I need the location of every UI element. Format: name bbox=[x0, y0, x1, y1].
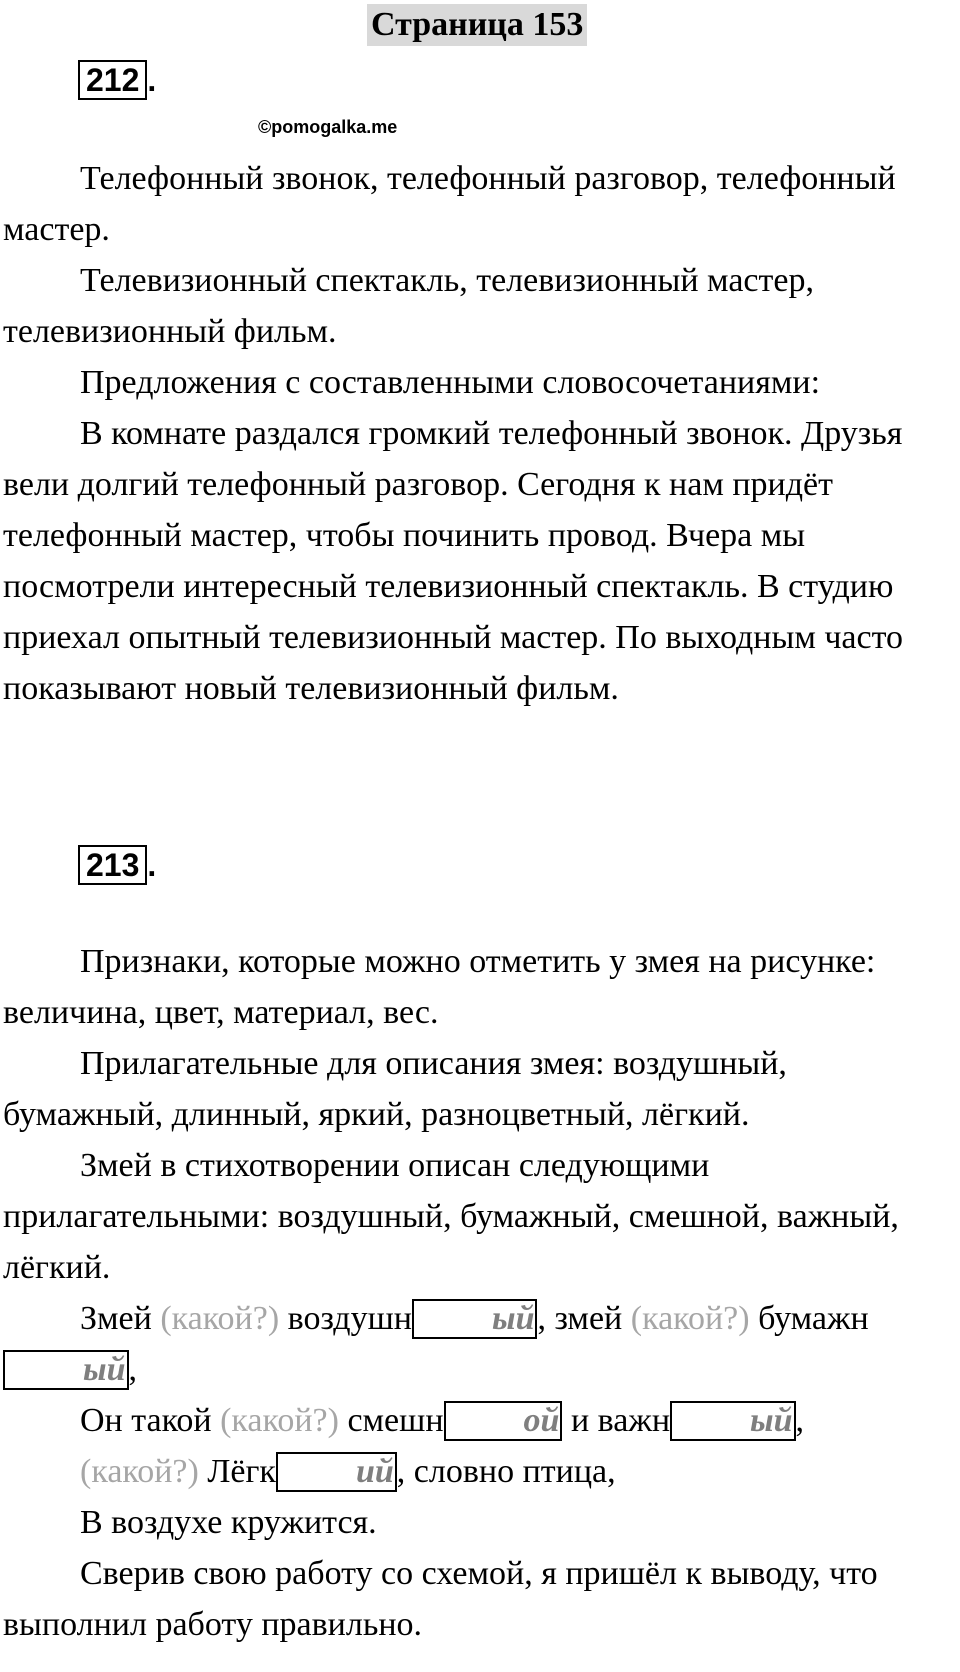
ending-box: ый bbox=[3, 1350, 129, 1390]
question-hint: (какой?) bbox=[220, 1402, 339, 1439]
conclusion-paragraph: Сверив свою работу со схемой, я пришёл к выводу, что выполнил работу правильно. bbox=[3, 1555, 878, 1643]
watermark: ©pomogalka.me bbox=[258, 117, 398, 137]
poem-word: Лёгк bbox=[198, 1453, 276, 1490]
task-number-213 bbox=[78, 845, 156, 885]
task-number-212 bbox=[78, 60, 156, 100]
task-number-dot: . bbox=[147, 62, 157, 98]
ending-box: ый bbox=[670, 1401, 796, 1441]
poem-line-2 bbox=[3, 1395, 953, 1446]
paragraph: Змей в стихотворении описан следующими прилагательными: воздушный, бумажный, смешной, важный, лёгкий. bbox=[3, 1147, 899, 1286]
ending-box: ий bbox=[276, 1452, 397, 1492]
task-number-box: 212 bbox=[78, 60, 147, 100]
ending-box: ой bbox=[444, 1401, 563, 1441]
poem-line-4: В воздухе кружится. bbox=[80, 1504, 377, 1541]
poem-word: , словно птица, bbox=[396, 1453, 616, 1490]
question-hint: (какой?) bbox=[160, 1300, 280, 1337]
poem-punct: , bbox=[128, 1351, 137, 1388]
paragraph: Телефонный звонок, телефонный разговор, телефонный мастер. bbox=[3, 160, 896, 248]
poem-word: Он такой bbox=[80, 1402, 221, 1439]
paragraph: Прилагательные для описания змея: воздушный, бумажный, длинный, яркий, разноцветный, лёгкий. bbox=[3, 1045, 787, 1133]
poem-word: Змей bbox=[80, 1300, 161, 1337]
task-number-dot: . bbox=[147, 847, 157, 883]
task-213-text bbox=[3, 936, 953, 1650]
ending-box: ый bbox=[412, 1299, 538, 1339]
paragraph: В комнате раздался громкий телефонный звонок. Друзья вели долгий телефонный разговор. Сегодня к нам придёт телефонный мастер, чтобы починить провод. Вчера мы посмотрели интересный телевизионный спектакль. В студию приехал опытный телевизионный мастер. По выходным часто показывают новый телевизионный фильм. bbox=[3, 415, 904, 707]
poem-word: смешн bbox=[338, 1402, 444, 1439]
task-212-text bbox=[3, 153, 953, 714]
poem-word: воздушн bbox=[279, 1300, 412, 1337]
question-hint: (какой?) bbox=[80, 1453, 199, 1490]
poem-word: , змей bbox=[537, 1300, 631, 1337]
task-number-box: 213 bbox=[78, 845, 147, 885]
paragraph: Признаки, которые можно отметить у змея на рисунке: величина, цвет, материал, вес. bbox=[3, 943, 876, 1031]
poem-punct: , bbox=[795, 1402, 805, 1439]
question-hint: (какой?) bbox=[630, 1300, 750, 1337]
poem-line-3 bbox=[3, 1446, 953, 1497]
poem-word: бумажн bbox=[749, 1300, 869, 1337]
page-title: Страница 153 bbox=[367, 4, 587, 46]
paragraph: Телевизионный спектакль, телевизионный мастер, телевизионный фильм. bbox=[3, 262, 814, 350]
paragraph: Предложения с составленными словосочетаниями: bbox=[80, 364, 821, 401]
poem-word: и важн bbox=[562, 1402, 671, 1439]
poem-line-1 bbox=[3, 1293, 953, 1395]
